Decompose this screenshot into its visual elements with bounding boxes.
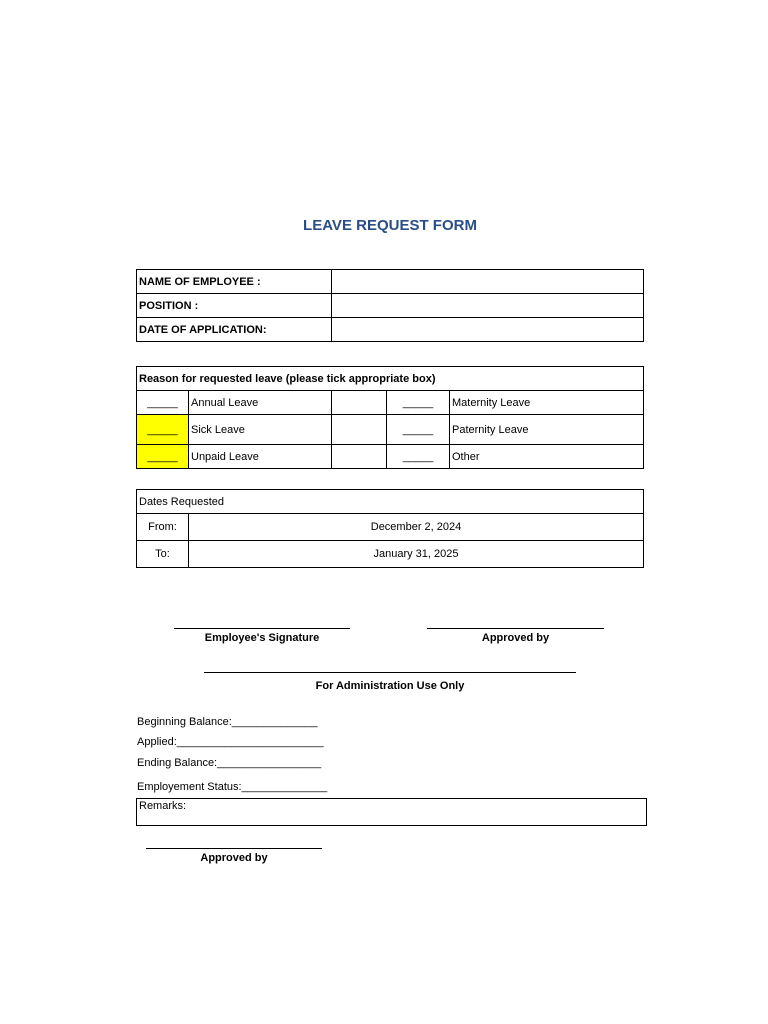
date-of-application-field[interactable] (332, 318, 644, 342)
beginning-balance-field[interactable]: Beginning Balance:______________ (137, 716, 318, 728)
date-to-row (137, 541, 644, 568)
admin-divider-line (204, 672, 576, 673)
applied-field[interactable]: Applied:________________________ (137, 736, 324, 748)
approver-signature-label: Approved by (481, 632, 550, 644)
annual-leave-label: Annual Leave (189, 391, 332, 415)
remarks-box[interactable] (136, 798, 647, 826)
dates-requested-header: Dates Requested (137, 490, 644, 514)
date-to-value[interactable]: January 31, 2025 (189, 541, 644, 568)
paternity-leave-label: Paternity Leave (450, 415, 644, 445)
sick-leave-label: Sick Leave (189, 415, 332, 445)
remarks-label: Remarks: (139, 800, 187, 812)
annual-leave-tick-box[interactable]: _____ (137, 391, 189, 415)
admin-approver-label: Approved by (200, 852, 268, 864)
employee-name-row (137, 270, 644, 294)
spacer-cell (332, 391, 387, 415)
leave-reason-table (136, 366, 644, 469)
leave-reason-header: Reason for requested leave (please tick appropriate box) (137, 367, 644, 391)
employee-signature-label: Employee's Signature (204, 632, 320, 644)
date-to-label: To: (137, 541, 189, 568)
leave-option-row (137, 415, 644, 445)
ending-balance-field[interactable]: Ending Balance:_________________ (137, 757, 322, 769)
admin-approver-signature-line[interactable] (146, 848, 322, 849)
maternity-leave-tick-box[interactable]: _____ (387, 391, 450, 415)
other-leave-tick-box[interactable]: _____ (387, 445, 450, 469)
date-of-application-row (137, 318, 644, 342)
leave-option-row (137, 445, 644, 469)
position-label: POSITION : (137, 294, 332, 318)
position-field[interactable] (332, 294, 644, 318)
spacer-cell (332, 415, 387, 445)
spacer-cell (332, 445, 387, 469)
employee-name-field[interactable] (332, 270, 644, 294)
paternity-leave-tick-box[interactable]: _____ (387, 415, 450, 445)
leave-option-row (137, 391, 644, 415)
date-from-label: From: (137, 514, 189, 541)
approver-signature-line[interactable] (427, 628, 604, 629)
employee-signature-line[interactable] (174, 628, 350, 629)
employment-status-field[interactable]: Employement Status:______________ (137, 781, 328, 793)
admin-section-header: For Administration Use Only (315, 680, 465, 692)
employee-name-label: NAME OF EMPLOYEE : (137, 270, 332, 294)
employee-info-table (136, 269, 644, 342)
sick-leave-tick-box[interactable]: _____ (137, 415, 189, 445)
other-leave-label: Other (450, 445, 644, 469)
date-from-value[interactable]: December 2, 2024 (189, 514, 644, 541)
position-row (137, 294, 644, 318)
unpaid-leave-tick-box[interactable]: _____ (137, 445, 189, 469)
maternity-leave-label: Maternity Leave (450, 391, 644, 415)
dates-requested-table (136, 489, 644, 568)
date-from-row (137, 514, 644, 541)
form-title: LEAVE REQUEST FORM (303, 217, 477, 234)
unpaid-leave-label: Unpaid Leave (189, 445, 332, 469)
date-of-application-label: DATE OF APPLICATION: (137, 318, 332, 342)
